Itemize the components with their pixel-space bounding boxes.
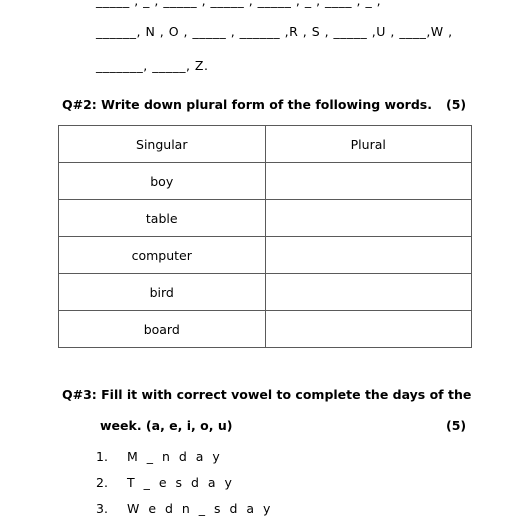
singular-header: Singular <box>59 126 266 163</box>
list-item-number: 1. <box>96 449 108 464</box>
list-item-text: W e d n _ s d a y <box>127 501 273 516</box>
singular-cell: computer <box>59 237 266 274</box>
question-3-heading: Q#3: Fill it with correct vowel to complete the days of the <box>62 387 472 402</box>
singular-cell: boy <box>59 163 266 200</box>
plural-answer-cell[interactable] <box>265 200 472 237</box>
alphabet-line-1: ______, N , O , _____ , ______ ,R , S , _____ ,U , ____,W , <box>96 24 453 39</box>
table-row <box>59 237 472 274</box>
singular-cell: table <box>59 200 266 237</box>
alphabet-line-2: _______, _____, Z. <box>96 58 209 73</box>
table-row <box>59 311 472 348</box>
table-row <box>59 200 472 237</box>
plural-answer-cell[interactable] <box>265 237 472 274</box>
table-row <box>59 274 472 311</box>
plural-header: Plural <box>265 126 472 163</box>
list-item-text: T _ e s d a y <box>127 475 235 490</box>
alphabet-partial-line: _____ , _ , _____ , _____ , _____ , _ , ____ , _ , <box>96 0 382 8</box>
question-2-marks: (5) <box>446 97 467 112</box>
plural-answer-cell[interactable] <box>265 163 472 200</box>
list-item-text: M _ n d a y <box>127 449 223 464</box>
plural-table <box>58 125 472 348</box>
table-header-row <box>59 126 472 163</box>
list-item-number: 3. <box>96 501 108 516</box>
question-3-subheading: week. (a, e, i, o, u) <box>100 418 233 433</box>
plural-answer-cell[interactable] <box>265 274 472 311</box>
question-3-marks: (5) <box>446 418 467 433</box>
plural-answer-cell[interactable] <box>265 311 472 348</box>
singular-cell: bird <box>59 274 266 311</box>
question-2-heading: Q#2: Write down plural form of the following words. <box>62 97 432 112</box>
singular-cell: board <box>59 311 266 348</box>
list-item-number: 2. <box>96 475 108 490</box>
table-row <box>59 163 472 200</box>
